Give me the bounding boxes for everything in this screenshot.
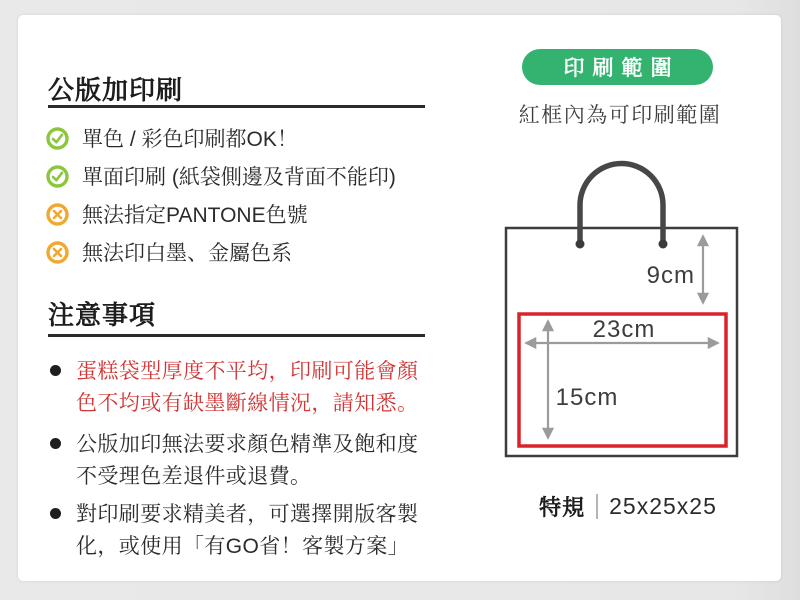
list-item-text: 單色 / 彩色印刷都OK！ (82, 128, 298, 151)
info-card (18, 15, 781, 581)
list-item-text: 單面印刷 (紙袋側邊及背面不能印) (82, 166, 396, 189)
spec-value: 25x25x25 (609, 493, 717, 519)
spec-separator (596, 494, 598, 519)
section-title-overprint: 公版加印刷 (48, 75, 184, 105)
check-circle-icon (46, 165, 69, 188)
check-circle-icon (46, 127, 69, 150)
cross-circle-icon (46, 241, 69, 264)
bag-diagram (460, 150, 780, 490)
divider (48, 105, 425, 108)
note-text: 公版加印無法要求顏色精準及飽和度不受理色差退件或退費。 (76, 433, 419, 488)
bullet-icon (50, 508, 61, 519)
cross-circle-icon (46, 203, 69, 226)
width-label: 23cm (592, 316, 656, 343)
list-item (46, 126, 298, 150)
list-item-text: 無法印白墨、金屬色系 (82, 242, 292, 265)
note-text: 蛋糕袋型厚度不平均，印刷可能會顏色不均或有缺墨斷線情況，請知悉。 (76, 360, 419, 415)
height-label: 15cm (555, 384, 619, 411)
list-item-text: 無法指定PANTONE色號 (82, 204, 308, 227)
section-title-notes: 注意事項 (48, 300, 157, 330)
list-item (46, 240, 292, 264)
handle-rivet (576, 240, 585, 249)
top-margin-label: 9cm (646, 262, 695, 289)
note-item (50, 429, 428, 493)
spec-line (468, 491, 788, 522)
divider (48, 334, 425, 337)
list-item (46, 202, 308, 226)
spec-label: 特規 (539, 495, 586, 520)
list-item (46, 164, 396, 188)
handle-rivet (659, 240, 668, 249)
print-area-badge: 印刷範圍 (522, 49, 713, 85)
note-item (50, 499, 428, 563)
print-area-caption: 紅框內為可印刷範圍 (518, 104, 722, 127)
bullet-icon (50, 365, 61, 376)
bullet-icon (50, 438, 61, 449)
note-text: 對印刷要求精美者，可選擇開版客製化，或使用「有GO省！客製方案」 (76, 503, 419, 558)
note-item (50, 356, 428, 420)
